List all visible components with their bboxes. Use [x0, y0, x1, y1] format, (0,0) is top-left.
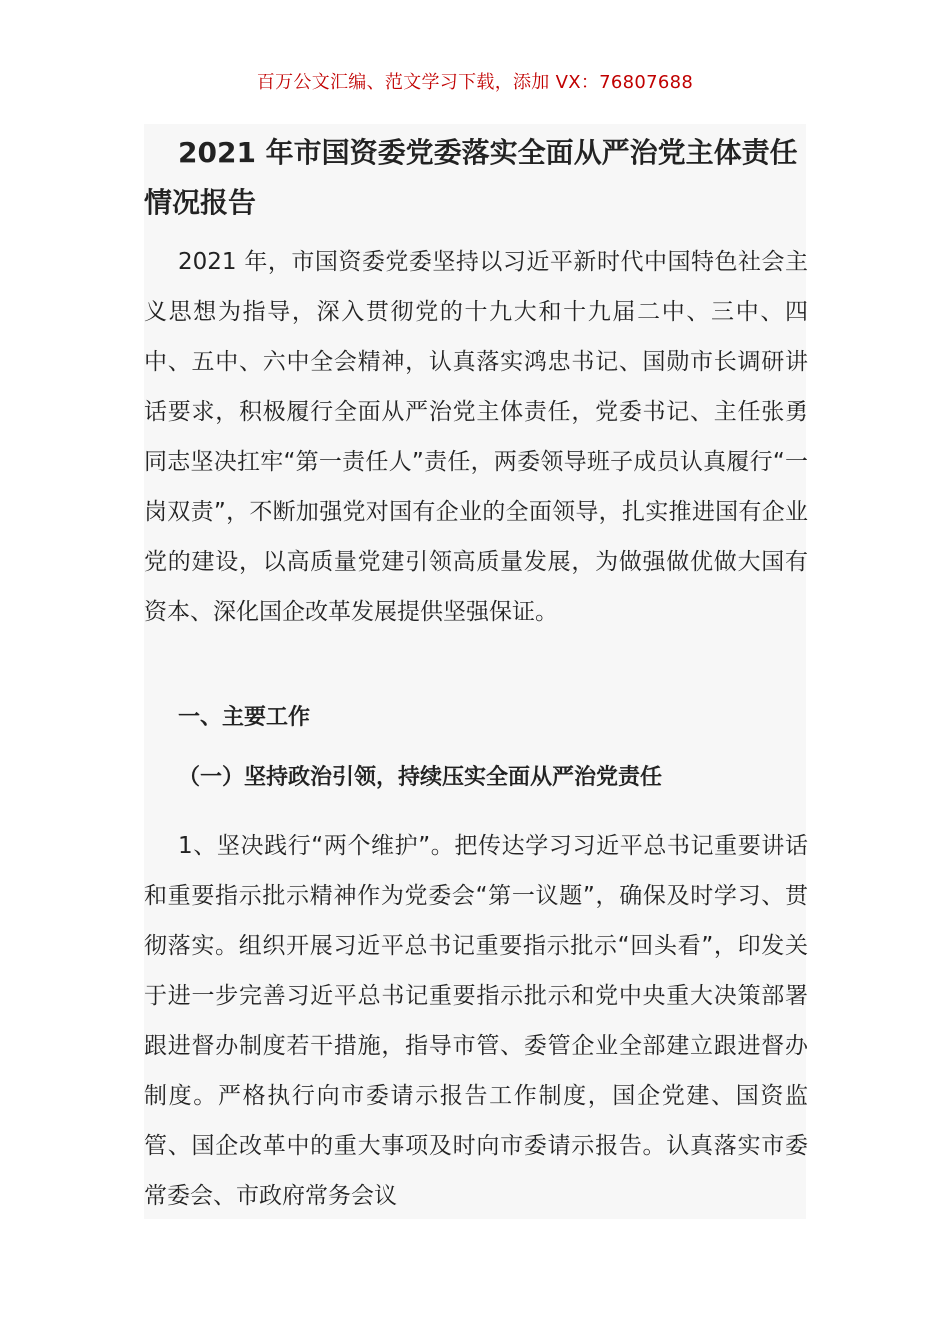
- subsection-heading: （一）坚持政治引领，持续压实全面从严治党责任: [178, 765, 663, 790]
- intro-paragraph: 2021 年，市国资委党委坚持以习近平新时代中国特色社会主义思想为指导，深入贯彻党的十九大和十九届二中、三中、四中、五中、六中全会精神，认真落实鸿忠书记、国勋市长调研讲话要求，积极履行全面从严治党主体责任，党委书记、主任张勇同志坚决扛牢“第一责任人”责任，两委领导班子成员认真履行“一岗双责”，不断加强党对国有企业的全面领导，扎实推进国有企业党的建设，以高质量党建引领高质量发展，为做强做优做大国有资本、深化国企改革发展提供坚强保证。: [144, 249, 808, 625]
- body-paragraph: 1、坚决践行“两个维护”。把传达学习习近平总书记重要讲话和重要指示批示精神作为党委会“第一议题”，确保及时学习、贯彻落实。组织开展习近平总书记重要指示批示“回头看”，印发关于进一步完善习近平总书记重要指示批示和党中央重大决策部署跟进督办制度若干措施，指导市管、委管企业全部建立跟进督办制度。严格执行向市委请示报告工作制度，国企党建、国资监管、国企改革中的重大事项及时向市委请示报告。认真落实市委常委会、市政府常务会议: [144, 833, 808, 1209]
- header-note: 百万公文汇编、范文学习下载，添加 VX：76807688: [256, 72, 694, 93]
- section-heading: 一、主要工作: [178, 705, 311, 730]
- document-title: 2021 年市国资委党委落实全面从严治党主体责任情况报告: [144, 136, 798, 219]
